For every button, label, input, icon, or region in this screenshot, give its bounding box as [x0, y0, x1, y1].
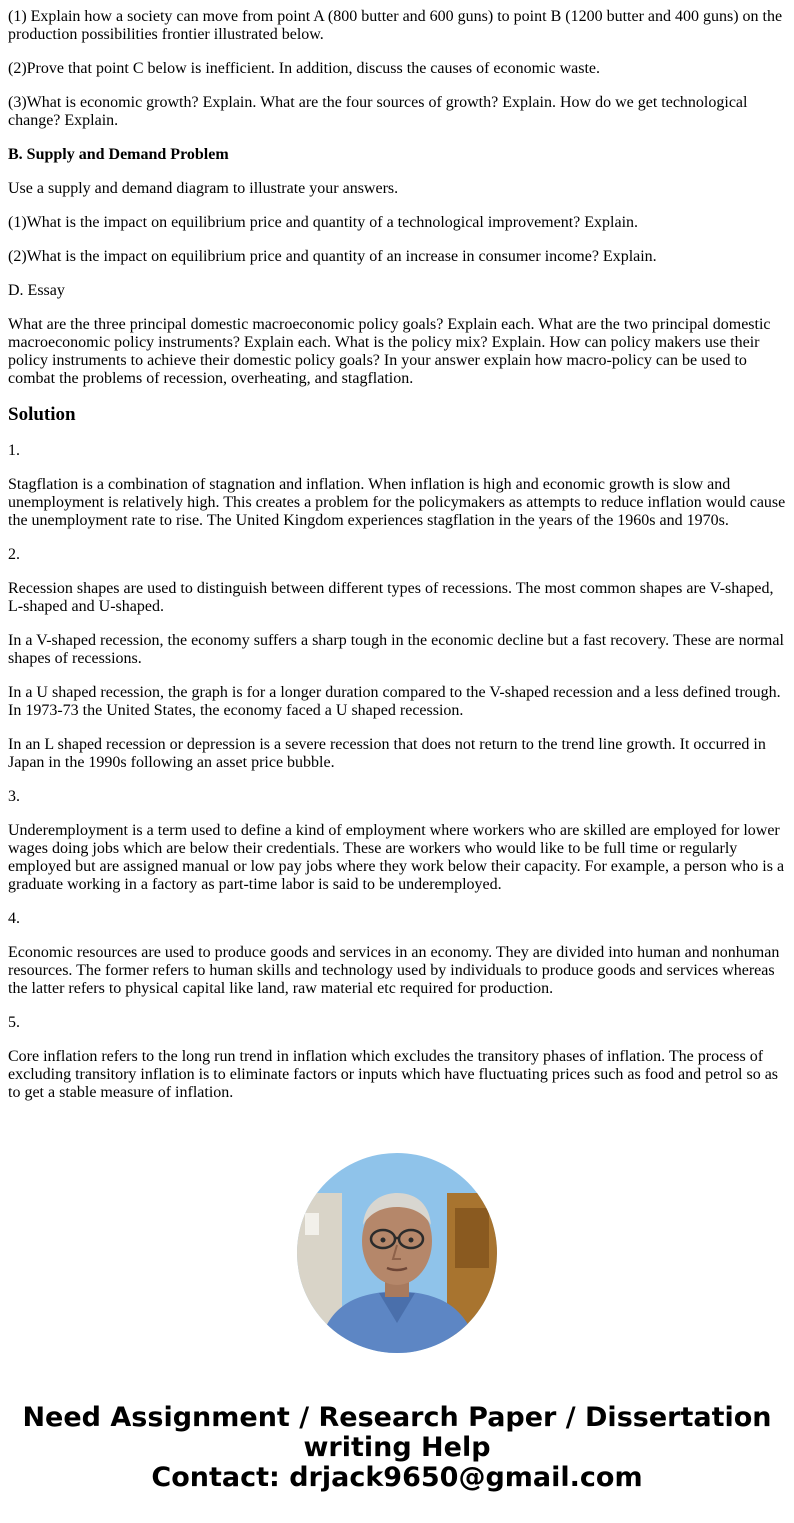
solution-4-text: Economic resources are used to produce goods and services in an economy. They are divided into human and nonhuman resources. The former refers to human skills and technology used by individuals to produce goods and services whereas the latter refers to physical capital like land, raw material etc required for production. [8, 944, 780, 997]
section-b-heading: B. Supply and Demand Problem [8, 146, 229, 163]
solution-3-text: Underemployment is a term used to define a kind of employment where workers who are skilled are employed for lower wages doing jobs which are below their credentials. These are workers who would like to be full time or regularly employed but are assigned manual or low pay jobs where they work below their capacity. For example, a person who is a graduate working in a factory as part-time labor is said to be underemployed. [8, 822, 785, 893]
question-b2: (2)What is the impact on equilibrium price and quantity of an increase in consumer income? Explain. [8, 248, 657, 265]
solution-5-text: Core inflation refers to the long run trend in inflation which excludes the transitory phases of inflation. The process of excluding transitory inflation is to eliminate factors or inputs which have fluctuating prices such as food and petrol so as to get a stable measure of inflation. [8, 1048, 779, 1101]
question-b1: (1)What is the impact on equilibrium price and quantity of a technological improvement? Explain. [8, 214, 639, 231]
document-body [8, 8, 786, 1118]
solution-1-number: 1. [8, 442, 20, 459]
solution-5-number: 5. [8, 1014, 20, 1031]
author-portrait-illustration [297, 1153, 497, 1353]
question-a1: (1) Explain how a society can move from point A (800 butter and 600 guns) to point B (1200 butter and 400 guns) on the production possibilities frontier illustrated below. [8, 8, 783, 43]
solution-heading: Solution [8, 404, 76, 425]
contact-email: Contact: drjack9650@gmail.com [151, 1462, 643, 1493]
solution-3-number: 3. [8, 788, 20, 805]
footer-line-2: writing Help [303, 1432, 491, 1463]
solution-4-number: 4. [8, 910, 20, 927]
footer-line-1: Need Assignment / Research Paper / Dissertation [22, 1402, 772, 1433]
solution-2-para-1: Recession shapes are used to distinguish between different types of recessions. The most common shapes are V-shaped, L-shaped and U-shaped. [8, 580, 774, 615]
solution-2-para-2: In a V-shaped recession, the economy suffers a sharp tough in the economic decline but a fast recovery. These are normal shapes of recessions. [8, 632, 784, 667]
solution-2-number: 2. [8, 546, 20, 563]
section-b-intro: Use a supply and demand diagram to illustrate your answers. [8, 180, 399, 197]
question-a3: (3)What is economic growth? Explain. What are the four sources of growth? Explain. How do we get technological change? Explain. [8, 94, 748, 129]
solution-1-text: Stagflation is a combination of stagnation and inflation. When inflation is high and economic growth is slow and unemployment is relatively high. This creates a problem for the policymakers as attempts to reduce inflation would cause the unemployment rate to rise. The United Kingdom experiences stagflation in the years of the 1960s and 1970s. [8, 476, 786, 529]
question-a2: (2)Prove that point C below is inefficient. In addition, discuss the causes of economic waste. [8, 60, 601, 77]
essay-question: What are the three principal domestic macroeconomic policy goals? Explain each. What are the two principal domestic macroeconomic policy instruments? Explain each. What is the policy mix? Explain. How can policy makers use their policy instruments to achieve their domestic policy goals? In your answer explain how macro-policy can be used to combat the problems of recession, overheating, and stagflation. [8, 316, 771, 387]
solution-2-para-4: In an L shaped recession or depression is a severe recession that does not return to the trend line growth. It occurred in Japan in the 1990s following an asset price bubble. [8, 736, 766, 771]
section-d-heading: D. Essay [8, 282, 65, 299]
solution-2-para-3: In a U shaped recession, the graph is for a longer duration compared to the V-shaped recession and a less defined trough. In 1973-73 the United States, the economy faced a U shaped recession. [8, 684, 781, 719]
author-photo [297, 1153, 497, 1353]
footer-banner [0, 1403, 794, 1493]
